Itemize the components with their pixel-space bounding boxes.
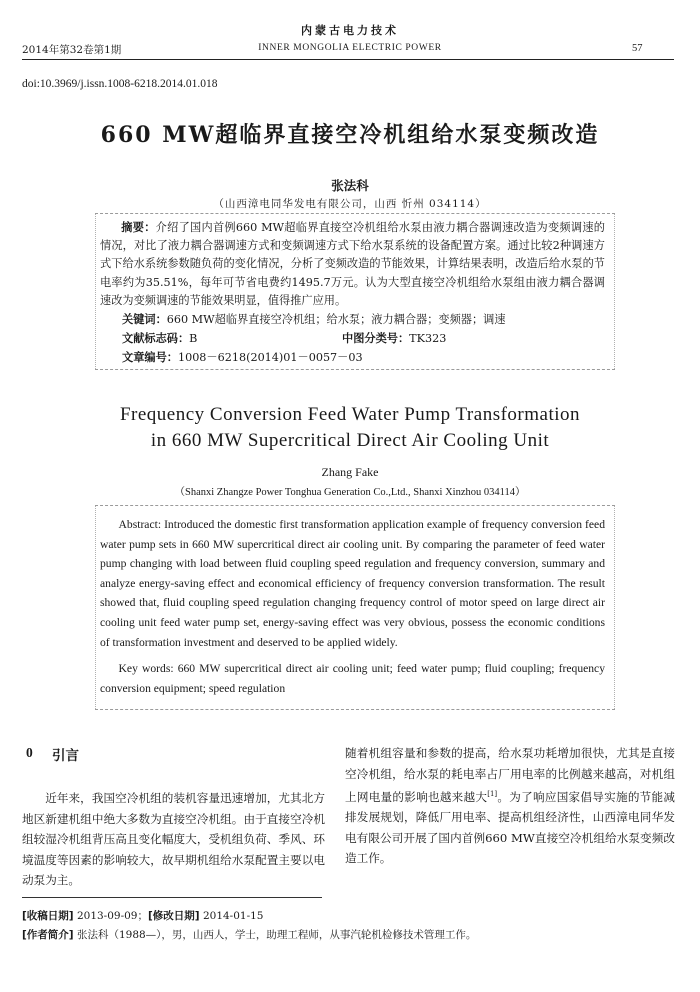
title-en-line2: in 660 MW Supercritical Direct Air Cooling Unit <box>150 430 550 451</box>
revised-label: [修改日期] <box>148 910 200 922</box>
section-title: 引言 <box>52 748 79 764</box>
author-name-cn: 张法科 <box>331 178 369 193</box>
article-number <box>122 349 363 365</box>
keywords-cn-label: 关键词： <box>122 313 167 326</box>
frame-right-border <box>614 506 615 709</box>
received-label: [收稿日期] <box>22 910 74 922</box>
abstract-cn-text: 介绍了国内首例660 MW超临界直接空冷机组给水泵由液力耦合器调速改造为变频调速的情况，对比了液力耦合器调速方式和变频调速方式下给水泵系统的设备配置方案。通过比较2种调速方式下给水系统参数随负荷的变化情况，分析了变频改造的节能效果，计算结果表明，改造后给水泵的节电率约为35.51%，每年可节省电费约1495.7万元。认为大型直接空冷机组给水泵组由液力耦合器调速改为变频调速的节能效果明显，值得推广应用。 <box>100 221 605 307</box>
footnote-author <box>22 927 476 942</box>
revised-date: 2014-01-15 <box>202 910 264 922</box>
author-bio: 张法科（1988—），男，山西人，学士，助理工程师，从事汽轮机检修技术管理工作。 <box>76 929 477 941</box>
frame-left-border <box>95 506 96 709</box>
keywords-cn <box>122 311 506 327</box>
issue-info: 2014年第32卷第1期 <box>22 44 122 56</box>
keywords-en-label: Key words: <box>118 662 174 675</box>
document-code-value: B <box>189 332 198 345</box>
document-code <box>122 330 197 346</box>
body-paragraph-left: 近年来，我国空冷机组的装机容量迅速增加，尤其北方地区新建机组中绝大多数为直接空冷机组。由于直接空冷机组较湿冷机组背压高且变化幅度大，受机组负荷、季风、环境温度等因素的影响较大，故早期机组给水泵配置主要以电动泵为主。 <box>22 791 325 887</box>
keywords-en-text: 660 MW supercritical direct air cooling unit; feed water pump; fluid coupling; frequency conversion equipment; speed regulation <box>100 662 605 695</box>
journal-name-en: INNER MONGOLIA ELECTRIC POWER <box>258 43 442 53</box>
doi-link[interactable]: doi:10.3969/j.issn.1008-6218.2014.01.018 <box>22 78 218 90</box>
document-code-label: 文献标志码： <box>122 332 190 345</box>
abstract-en <box>100 515 605 652</box>
received-date: 2013-09-09； <box>76 910 148 922</box>
title-en-line1: Frequency Conversion Feed Water Pump Transformation <box>119 404 581 425</box>
classification-code-label: 中图分类号： <box>342 332 410 345</box>
abstract-cn <box>100 219 605 310</box>
article-number-label: 文章编号： <box>122 351 178 364</box>
footnote-dates <box>22 908 264 923</box>
frame-left-border <box>95 214 96 369</box>
footnote-rule <box>22 897 322 898</box>
body-right-text-a: 随着机组容量和参数的提高，给水泵功耗增加很快，尤其是直接空冷机组，给水泵的耗电率占厂用电率的比例越来越高，对机组上网电量的影响也越来越大 <box>345 746 675 804</box>
article-number-value: 1008－6218(2014)01－0057－03 <box>177 351 363 364</box>
author-bio-label: [作者简介] <box>22 929 74 941</box>
classification-code-value: TK323 <box>409 332 447 345</box>
frame-right-border <box>614 214 615 369</box>
author-name-en: Zhang Fake <box>321 465 379 479</box>
classification-code <box>342 330 446 346</box>
keywords-en <box>100 659 605 698</box>
journal-name-cn: 内蒙古电力技术 <box>301 24 399 37</box>
page-number: 57 <box>632 43 643 54</box>
article-title-en <box>0 402 700 454</box>
section-number: 0 <box>26 745 33 760</box>
abstract-en-text: Introduced the domestic first transformation application example of frequency conversion feed water pump sets in 660 MW supercritical direct air cooling unit. By comparing the parameter of feed water pump changing with load between fluid coupling speed regulation and frequency conversion, summary and analyze energy-saving effect and economical efficiency of frequency conversion transformation. The result showed that, fluid coupling speed regulation changing frequency control of motor speed on large direct air cooling unit feed water pump set, energy-saving effect was very obvious, possess the economic conditions of transformation investment and deserved to be applied widely. <box>100 518 605 649</box>
article-title-cn: 660 MW超临界直接空冷机组给水泵变频改造 <box>100 122 600 148</box>
abstract-cn-label: 摘要： <box>121 221 156 234</box>
keywords-cn-text: 660 MW超临界直接空冷机组；给水泵；液力耦合器；变频器；调速 <box>166 313 506 326</box>
affiliation-cn: （山西漳电同华发电有限公司，山西 忻州 034114） <box>213 198 487 210</box>
body-paragraph-right <box>345 743 675 869</box>
abstract-en-label: Abstract: <box>118 518 162 531</box>
citation-ref[interactable]: [1] <box>487 790 498 798</box>
body-right-text-b: 。为了响应国家倡导实施的节能减排发展规划，降低厂用电率、提高机组经济性，山西漳电同华发电有限公司开展了国内首例660 MW直接空冷机组给水泵变频改造工作。 <box>345 789 675 866</box>
header-rule <box>22 59 674 60</box>
affiliation-en: （Shanxi Zhangze Power Tonghua Generation Co.,Ltd., Shanxi Xinzhou 034114） <box>174 487 526 498</box>
